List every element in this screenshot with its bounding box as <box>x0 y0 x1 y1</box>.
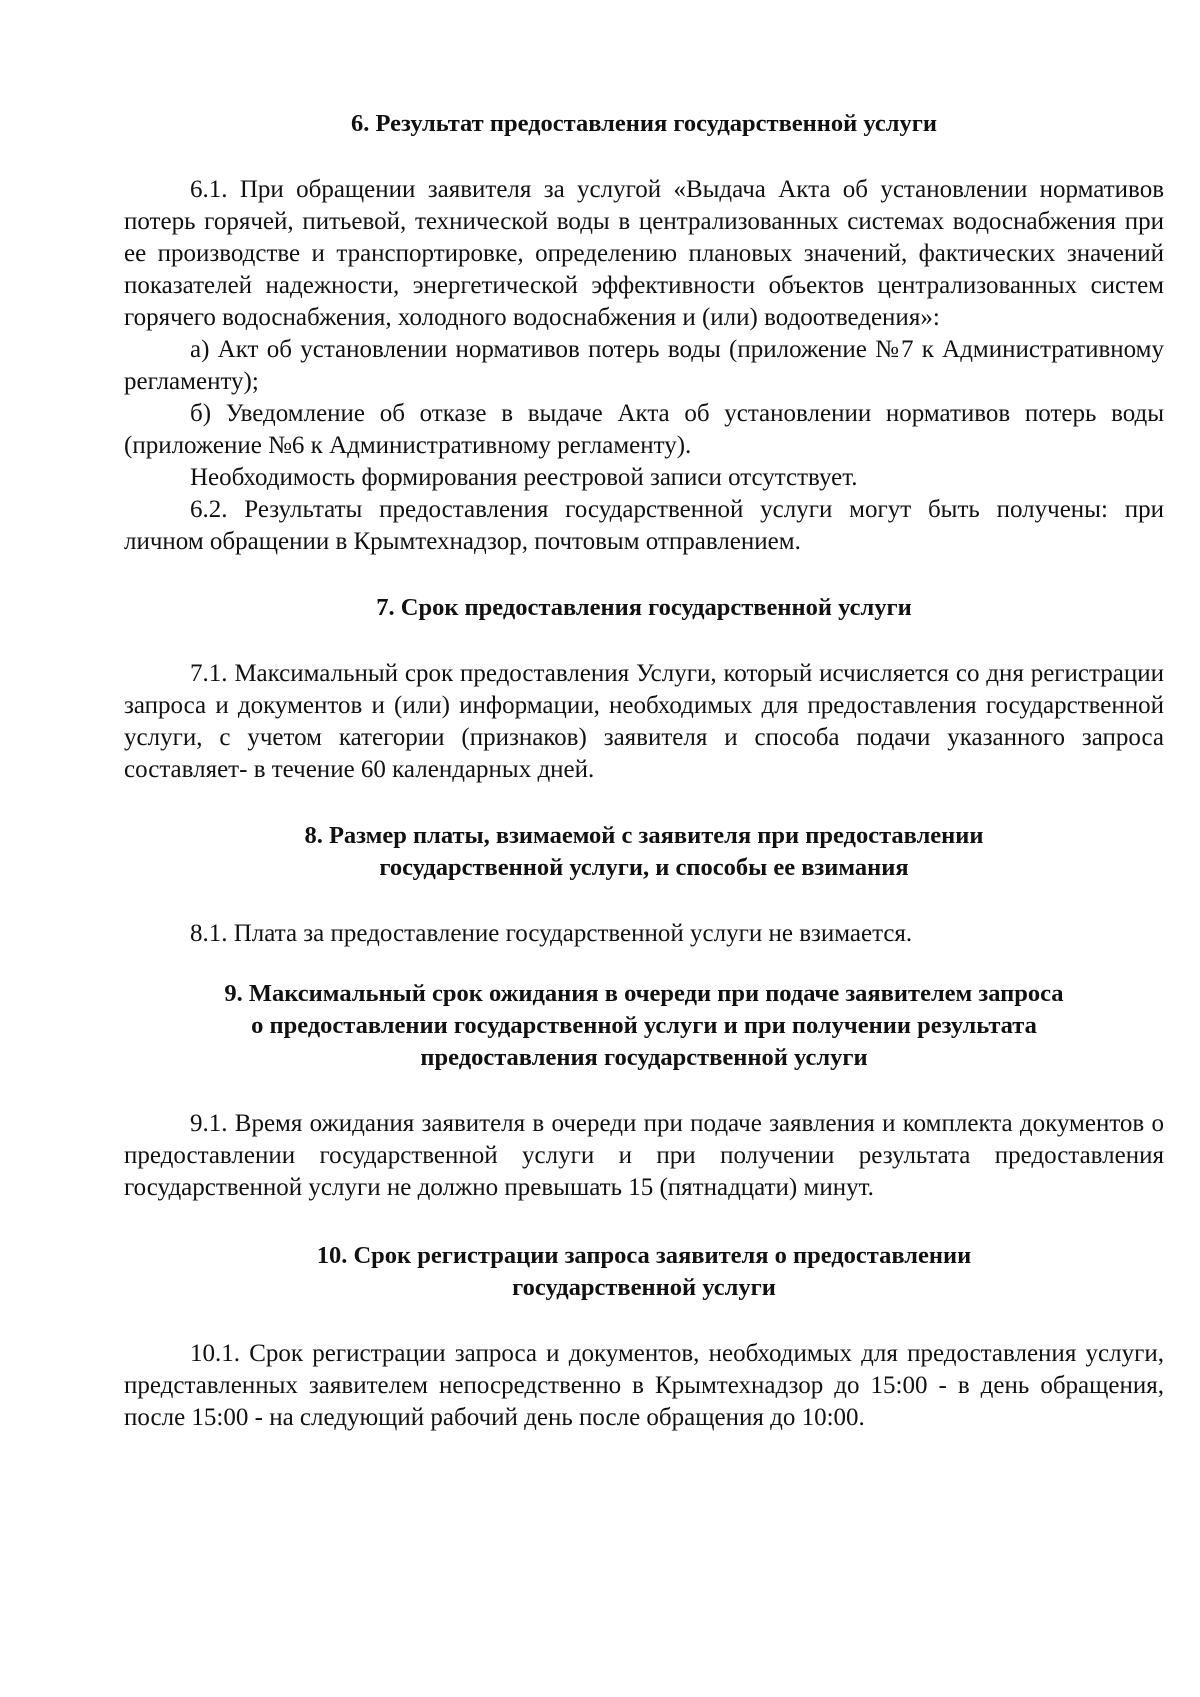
heading-line: 7. Срок предоставления государственной услуги <box>376 594 912 621</box>
paragraph-10-1: 10.1. Срок регистрации запроса и документов, необходимых для предоставления услуги, представленных заявителем непосредственно в Крымтехнадзор до 15:00 - в день обращения, после 15:00 - на следующий рабочий день после обращения до 10:00. <box>124 1340 1164 1431</box>
section-8-heading <box>124 820 1164 884</box>
heading-line: 9. Максимальный срок ожидания в очереди при подаче заявителем запроса <box>224 980 1064 1007</box>
heading-line: 6. Результат предоставления государственной услуги <box>350 110 938 137</box>
heading-line: 8. Размер платы, взимаемой с заявителя при предоставлении <box>304 822 984 849</box>
section-6-heading <box>124 108 1164 140</box>
section-9-heading <box>124 978 1164 1074</box>
document-page <box>124 108 1164 1434</box>
section-7-heading <box>124 592 1164 624</box>
paragraph-6-1: 6.1. При обращении заявителя за услугой «Выдача Акта об установлении нормативов потерь горячей, питьевой, технической воды в централизованных системах водоснабжения при ее производстве и транспортировке, определению плановых значений, фактических значений показателей надежности, энергетической эффективности объектов централизованных систем горячего водоснабжения, холодного водоснабжения и (или) водоотведения»: <box>124 176 1164 331</box>
section-10-heading <box>124 1240 1164 1304</box>
heading-line: государственной услуги, и способы ее взимания <box>379 854 909 881</box>
paragraph-6-1-b: б) Уведомление об отказе в выдаче Акта об установлении нормативов потерь воды (приложение №6 к Административному регламенту). <box>124 400 1164 459</box>
heading-line: предоставления государственной услуги <box>420 1044 868 1071</box>
heading-line: государственной услуги <box>512 1274 776 1301</box>
paragraph-9-1: 9.1. Время ожидания заявителя в очереди при подаче заявления и комплекта документов о предоставлении государственной услуги и при получении результата предоставления государственной услуги не должно превышать 15 (пятнадцати) минут. <box>124 1110 1164 1201</box>
paragraph-7-1: 7.1. Максимальный срок предоставления Услуги, который исчисляется со дня регистрации запроса и документов и (или) информации, необходимых для предоставления государственной услуги, с учетом категории (признаков) заявителя и способа подачи указанного запроса составляет- в течение 60 календарных дней. <box>124 660 1164 783</box>
heading-line: о предоставлении государственной услуги и при получении результата <box>251 1012 1037 1039</box>
paragraph-6-1-registry: Необходимость формирования реестровой записи отсутствует. <box>190 464 858 491</box>
paragraph-8-1: 8.1. Плата за предоставление государственной услуги не взимается. <box>190 920 913 947</box>
heading-line: 10. Срок регистрации запроса заявителя о предоставлении <box>316 1242 972 1269</box>
paragraph-6-1-a: а) Акт об установлении нормативов потерь воды (приложение №7 к Административному регламенту); <box>124 336 1164 395</box>
paragraph-6-2: 6.2. Результаты предоставления государственной услуги могут быть получены: при личном обращении в Крымтехнадзор, почтовым отправлением. <box>124 496 1164 555</box>
